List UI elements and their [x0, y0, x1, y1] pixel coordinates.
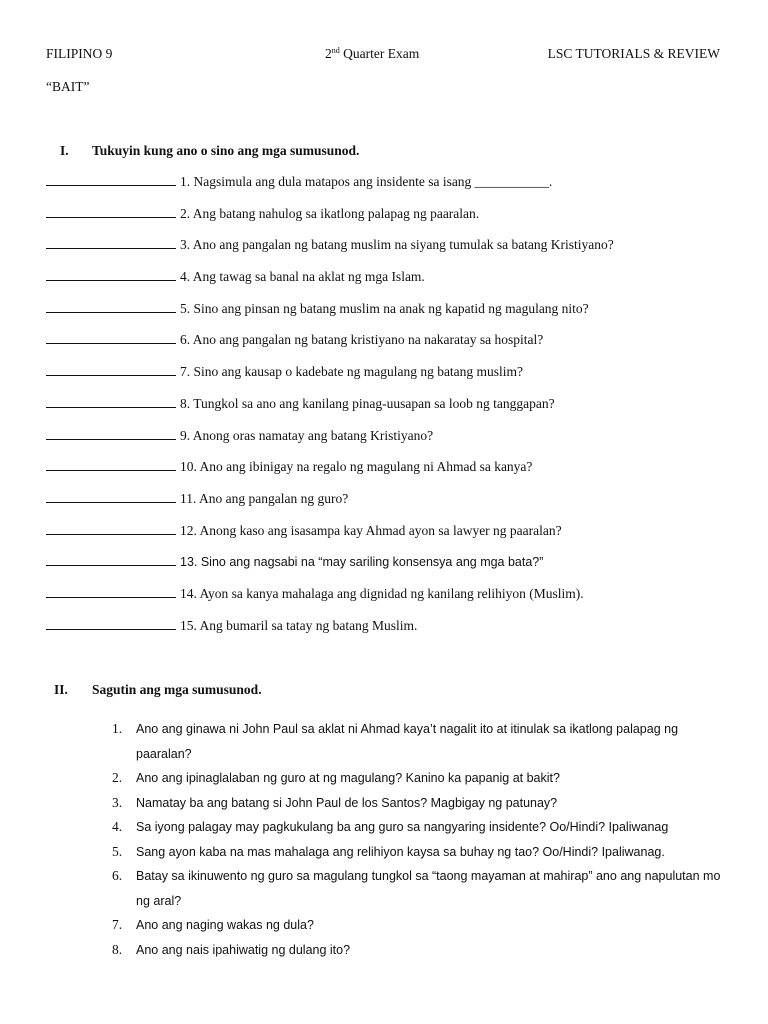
question-text: 10. Ano ang ibinigay na regalo ng magulang ni Ahmad sa kanya?: [180, 459, 533, 475]
identification-item: [46, 363, 746, 395]
question-text: 13. Sino ang nagsabi na “may sariling konsensya ang mga bata?”: [180, 555, 544, 570]
question-text: Batay sa ikinuwento ng guro sa magulang tungkol sa “taong mayaman at mahirap” ano ang napulutan mo ng aral?: [136, 869, 721, 908]
question-text: Ano ang naging wakas ng dula?: [136, 918, 314, 932]
essay-item: [112, 791, 732, 816]
identification-item: [46, 458, 746, 490]
question-text: 2. Ang batang nahulog sa ikatlong palapag ng paaralan.: [180, 205, 480, 221]
identification-item: [46, 585, 746, 617]
essay-item: [112, 815, 732, 840]
question-text: 14. Ayon sa kanya mahalaga ang dignidad ng kanilang relihiyon (Muslim).: [180, 585, 584, 601]
exam-number: 2: [325, 46, 332, 61]
question-text: Namatay ba ang batang si John Paul de los Santos? Magbigay ng patunay?: [136, 795, 558, 810]
identification-item: [46, 300, 746, 332]
essay-item: [112, 938, 732, 963]
identification-item: [46, 617, 746, 649]
question-text: 11. Ano ang pangalan ng guro?: [180, 490, 349, 506]
answer-blank[interactable]: [46, 522, 176, 535]
item-number: 6.: [112, 868, 123, 883]
identification-item: [46, 427, 746, 459]
essay-item: [112, 766, 732, 791]
question-text: Ano ang ginawa ni John Paul sa aklat ni Ahmad kaya’t nagalit ito at itinulak sa ikatlong palapag ng paaralan?: [136, 722, 679, 761]
identification-item: [46, 553, 746, 585]
essay-item: [112, 840, 732, 865]
identification-item: [46, 522, 746, 554]
question-text: 1. Nagsimula ang dula matapos ang insidente sa isang ___________.: [180, 174, 553, 189]
question-text: Ano ang ipinaglalaban ng guro at ng magulang? Kanino ka papanig at bakit?: [136, 771, 560, 785]
answer-blank[interactable]: [46, 585, 176, 598]
answer-blank[interactable]: [46, 363, 176, 376]
section-1-title: Tukuyin kung ano o sino ang mga sumusunod.: [92, 143, 360, 158]
question-text: Ano ang nais ipahiwatig ng dulang ito?: [136, 942, 351, 957]
item-number: 7.: [112, 917, 123, 932]
question-text: 9. Anong oras namatay ang batang Kristiyano?: [180, 427, 434, 443]
item-number: 4.: [112, 819, 123, 834]
essay-question-list: [112, 717, 732, 962]
identification-item: [46, 331, 746, 363]
item-number: 1.: [112, 721, 123, 736]
answer-blank[interactable]: [46, 553, 176, 566]
organization-label: LSC TUTORIALS & REVIEW: [547, 46, 720, 61]
question-text: 6. Ano ang pangalan ng batang kristiyano na nakaratay sa hospital?: [180, 332, 544, 348]
answer-blank[interactable]: [46, 458, 176, 471]
answer-blank[interactable]: [46, 617, 176, 630]
question-text: 15. Ang bumaril sa tatay ng batang Muslim.: [180, 617, 418, 633]
essay-item: [112, 717, 732, 766]
identification-item: [46, 395, 746, 427]
subject-label: FILIPINO 9: [46, 46, 113, 61]
question-text: 7. Sino ang kausap o kadebate ng magulang ng batang muslim?: [180, 364, 524, 380]
answer-blank[interactable]: [46, 331, 176, 344]
essay-item: [112, 864, 732, 913]
question-text: 12. Anong kaso ang isasampa kay Ahmad ayon sa lawyer ng paaralan?: [180, 522, 562, 538]
question-text: Sang ayon kaba na mas mahalaga ang relihiyon kaysa sa buhay ng tao? Oo/Hindi? Ipaliwanag.: [136, 844, 665, 859]
section-2-numeral: II.: [54, 682, 68, 697]
answer-blank[interactable]: [46, 236, 176, 249]
item-number: 8.: [112, 941, 123, 957]
answer-blank[interactable]: [46, 427, 176, 440]
question-text: 4. Ang tawag sa banal na aklat ng mga Islam.: [180, 269, 425, 285]
section-1-heading: [60, 143, 359, 159]
identification-item: [46, 173, 746, 205]
question-text: Sa iyong palagay may pagkukulang ba ang guro sa nangyaring insidente? Oo/Hindi? Ipaliwanag: [136, 820, 669, 834]
identification-list: [46, 173, 746, 648]
section-2-heading: [54, 682, 262, 698]
section-2-title: Sagutin ang mga sumusunod.: [92, 682, 262, 697]
question-text: 5. Sino ang pinsan ng batang muslim na anak ng kapatid ng magulang nito?: [180, 300, 589, 316]
exam-label: [325, 46, 419, 62]
question-text: 8. Tungkol sa ano ang kanilang pinag-uusapan sa loob ng tanggapan?: [180, 395, 555, 411]
answer-blank[interactable]: [46, 490, 176, 503]
identification-item: [46, 205, 746, 237]
answer-blank[interactable]: [46, 173, 176, 186]
story-title: “BAIT”: [46, 79, 90, 94]
answer-blank[interactable]: [46, 268, 176, 281]
exam-title: Quarter Exam: [339, 46, 420, 61]
answer-blank[interactable]: [46, 300, 176, 313]
page-header: [46, 46, 720, 64]
item-number: 3.: [112, 794, 123, 810]
identification-item: [46, 490, 746, 522]
essay-item: [112, 913, 732, 938]
item-number: 5.: [112, 843, 123, 859]
answer-blank[interactable]: [46, 395, 176, 408]
identification-item: [46, 268, 746, 300]
question-text: 3. Ano ang pangalan ng batang muslim na siyang tumulak sa batang Kristiyano?: [180, 237, 614, 253]
exam-ordinal-suffix: nd: [331, 46, 340, 55]
item-number: 2.: [112, 770, 123, 785]
section-1-numeral: I.: [60, 143, 69, 158]
identification-item: [46, 236, 746, 268]
answer-blank[interactable]: [46, 205, 176, 218]
